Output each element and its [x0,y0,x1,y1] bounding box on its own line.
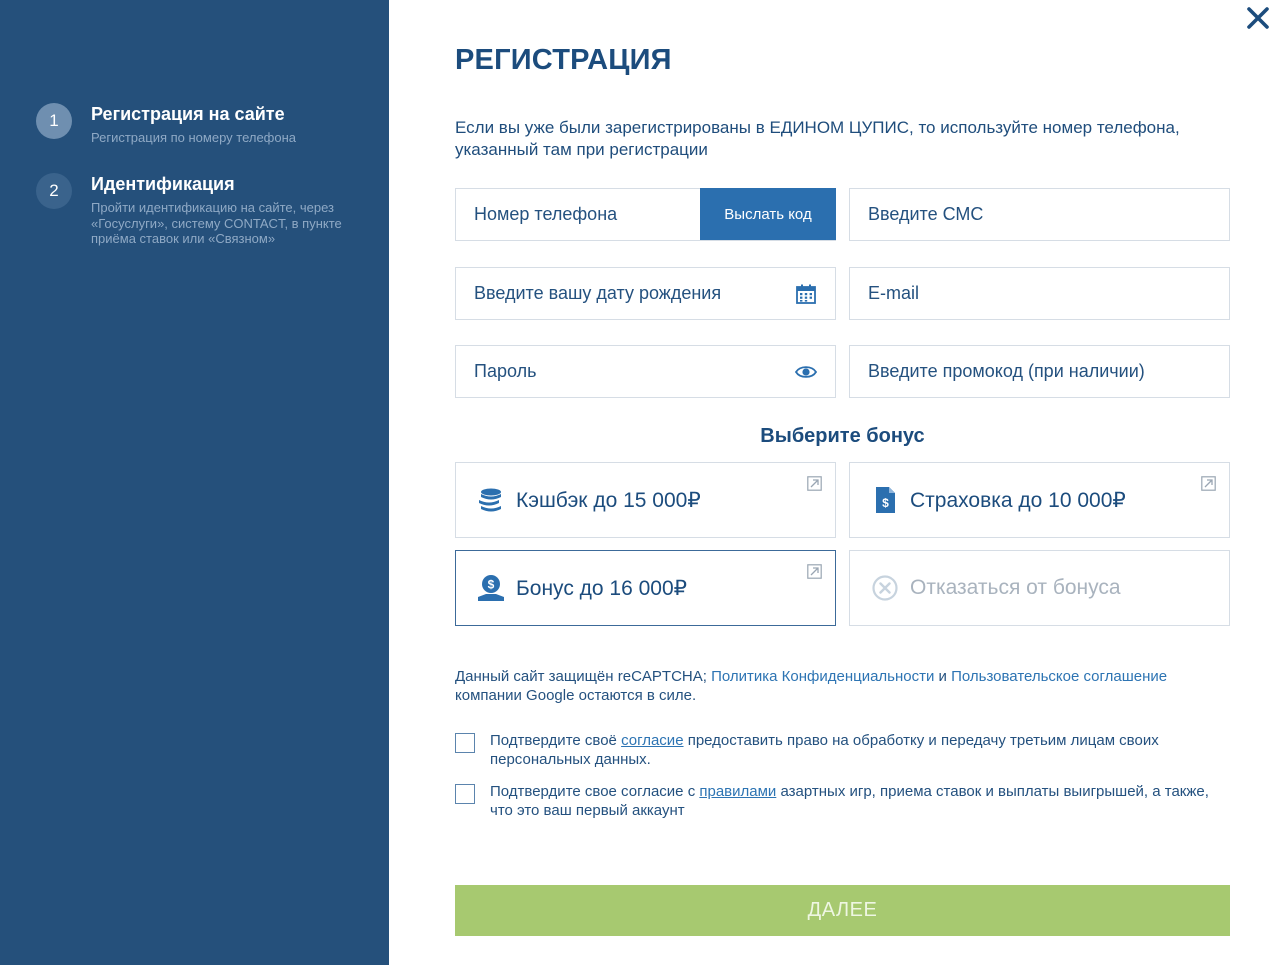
bonus-label: Кэшбэк до 15 000₽ [516,488,701,512]
external-link-icon[interactable] [1201,476,1216,491]
step-title: Регистрация на сайте [91,104,285,124]
bonus-option-deposit-bonus[interactable] [455,550,836,626]
consent-link[interactable]: согласие [621,732,684,749]
bonus-option-cashback[interactable] [455,462,836,538]
step-identification [36,173,346,247]
bonus-label: Отказаться от бонуса [910,576,1121,599]
password-placeholder: Пароль [474,361,537,381]
sms-code-field[interactable] [849,188,1230,241]
svg-text:$: $ [487,577,495,592]
calendar-icon[interactable] [795,283,817,305]
consent-personal-data [455,731,1230,769]
birthdate-placeholder: Введите вашу дату рождения [474,283,722,303]
promo-placeholder: Введите промокод (при наличии) [868,361,1145,381]
recaptcha-text: и [934,668,952,685]
bonus-heading: Выберите бонус [760,425,925,447]
step-number: 2 [36,173,72,209]
close-icon [1244,4,1272,32]
bonus-label: Бонус до 16 000₽ [516,576,688,600]
steps-sidebar [0,0,389,965]
step-title: Идентификация [91,174,235,194]
terms-link[interactable]: Пользовательское соглашение [951,668,1168,685]
privacy-policy-link[interactable]: Политика Конфиденциальности [711,668,935,685]
consent-rules [455,782,1230,820]
intro-text: Если вы уже были зарегистрированы в ЕДИНОМ ЦУПИС, то используйте номер телефона, указанный там при регистрации [455,118,1180,159]
insurance-document-icon [870,485,900,515]
step-registration [36,103,346,146]
eye-icon[interactable] [795,361,817,383]
consent-checkbox[interactable] [455,733,475,753]
phone-field[interactable] [455,188,836,241]
recaptcha-notice [455,667,1230,705]
bonus-option-insurance[interactable] [849,462,1230,538]
promo-code-field[interactable] [849,345,1230,398]
money-hand-icon [476,573,506,603]
external-link-icon[interactable] [807,564,822,579]
next-button[interactable]: ДАЛЕЕ [455,885,1230,936]
email-field[interactable] [849,267,1230,320]
cancel-circle-icon [870,573,900,603]
password-field[interactable] [455,345,836,398]
svg-text:$: $ [882,496,889,510]
bonus-label: Страховка до 10 000₽ [910,488,1126,512]
sms-placeholder: Введите СМС [868,204,984,224]
rules-checkbox[interactable] [455,784,475,804]
coins-icon [476,485,506,515]
close-button[interactable] [1244,4,1272,32]
email-placeholder: E-mail [868,283,920,303]
step-number: 1 [36,103,72,139]
rules-text: Подтвердите свое согласие с правилами азартных игр, приема ставок и выплаты выигрышей, а также, что это ваш первый аккаунт [490,783,1209,819]
page-title: РЕГИСТРАЦИЯ [455,44,672,76]
step-subtitle: Пройти идентификацию на сайте, через «Госуслуги», систему CONTACT, в пункте приёма ставок или «Связном» [91,200,342,246]
step-subtitle: Регистрация по номеру телефона [91,130,297,145]
bonus-option-decline[interactable] [849,550,1230,626]
birthdate-field[interactable] [455,267,836,320]
recaptcha-text: Данный сайт защищён reCAPTCHA; [455,668,712,685]
consent-text: Подтвердите своё согласие предоставить право на обработку и передачу третьим лицам своих персональных данных. [490,732,1159,768]
rules-link[interactable]: правилами [699,783,777,800]
recaptcha-text: компании Google остаются в силе. [455,687,697,704]
external-link-icon[interactable] [807,476,822,491]
phone-placeholder: Номер телефона [474,204,618,224]
send-code-button[interactable]: Выслать код [700,188,836,240]
